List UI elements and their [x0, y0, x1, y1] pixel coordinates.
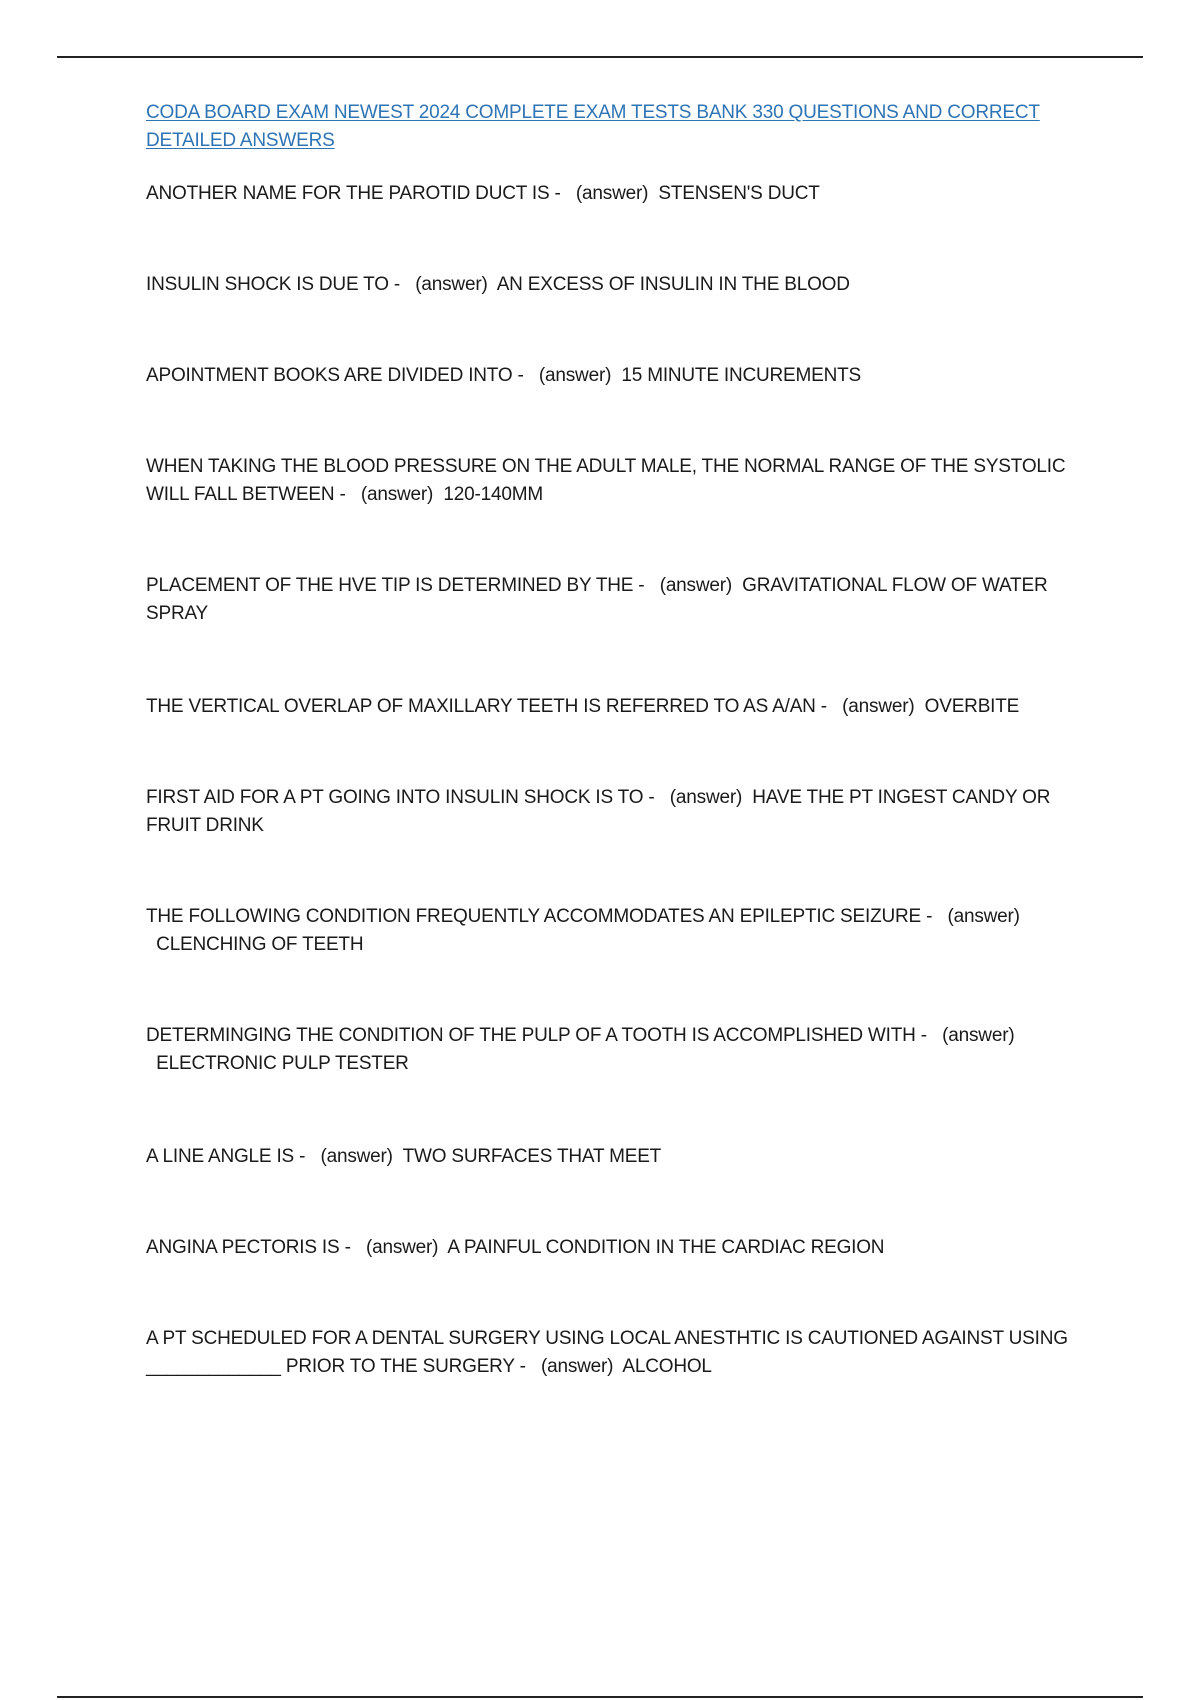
qa-item: [146, 1022, 1096, 1078]
qa-item: [146, 903, 1096, 959]
document-body: [146, 99, 1096, 1377]
answer-text: GRAVITATIONAL FLOW OF WATER SPRAY: [146, 575, 1048, 624]
answer-text: TWO SURFACES THAT MEET: [402, 1146, 662, 1167]
footer-rule: [57, 1696, 1143, 1698]
answer-text: STENSEN'S DUCT: [658, 183, 820, 204]
question-text: ANOTHER NAME FOR THE PAROTID DUCT IS -: [146, 183, 561, 204]
qa-item: [146, 453, 1096, 509]
question-text: INSULIN SHOCK IS DUE TO -: [146, 274, 401, 295]
question-text: THE VERTICAL OVERLAP OF MAXILLARY TEETH IS REFERRED TO AS A/AN -: [146, 696, 827, 717]
answer-text: AN EXCESS OF INSULIN IN THE BLOOD: [496, 274, 850, 295]
answer-marker: (answer): [365, 1237, 439, 1258]
document-title: CODA BOARD EXAM NEWEST 2024 COMPLETE EXAM TESTS BANK 330 QUESTIONS AND CORRECT DETAILED ANSWERS: [146, 102, 1040, 151]
header-rule: [57, 56, 1143, 58]
answer-text: 15 MINUTE INCUREMENTS: [621, 365, 862, 386]
question-text: ANGINA PECTORIS IS -: [146, 1237, 351, 1258]
answer-text: CLENCHING OF TEETH: [156, 934, 364, 955]
answer-text: OVERBITE: [924, 696, 1020, 717]
question-text: THE FOLLOWING CONDITION FREQUENTLY ACCOMMODATES AN EPILEPTIC SEIZURE -: [146, 906, 933, 927]
answer-marker: (answer): [360, 484, 434, 505]
answer-marker: (answer): [842, 696, 915, 717]
answer-marker: (answer): [540, 1356, 614, 1377]
answer-marker: (answer): [659, 575, 732, 596]
question-text: WHEN TAKING THE BLOOD PRESSURE ON THE ADULT MALE, THE NORMAL RANGE OF THE SYSTOLIC WILL FALL BETWEEN -: [146, 456, 1066, 505]
question-text: A LINE ANGLE IS -: [146, 1146, 306, 1167]
qa-item: [146, 1234, 1096, 1262]
answer-text: HAVE THE PT INGEST CANDY OR FRUIT DRINK: [146, 787, 1051, 836]
qa-item: [146, 1325, 1096, 1381]
qa-item: [146, 271, 1096, 299]
question-text: PLACEMENT OF THE HVE TIP IS DETERMINED BY THE -: [146, 575, 645, 596]
answer-marker: (answer): [575, 183, 649, 204]
qa-item: [146, 693, 1096, 721]
qa-item: [146, 362, 1096, 390]
question-text: FIRST AID FOR A PT GOING INTO INSULIN SHOCK IS TO -: [146, 787, 655, 808]
qa-item: [146, 784, 1096, 840]
answer-marker: (answer): [538, 365, 612, 386]
question-text: A PT SCHEDULED FOR A DENTAL SURGERY USING LOCAL ANESTHTIC IS CAUTIONED AGAINST USING _____________ PRIOR TO THE SURGERY -: [146, 1328, 1068, 1377]
question-text: DETERMINGING THE CONDITION OF THE PULP OF A TOOTH IS ACCOMPLISHED WITH -: [146, 1025, 927, 1046]
answer-text: 120-140MM: [443, 484, 543, 505]
answer-marker: (answer): [947, 906, 1020, 927]
question-text: APOINTMENT BOOKS ARE DIVIDED INTO -: [146, 365, 524, 386]
qa-item: [146, 180, 1096, 208]
answer-text: A PAINFUL CONDITION IN THE CARDIAC REGION: [447, 1237, 885, 1258]
answer-text: ALCOHOL: [622, 1356, 712, 1377]
answer-marker: (answer): [669, 787, 743, 808]
answer-marker: (answer): [320, 1146, 393, 1167]
qa-item: [146, 1143, 1096, 1171]
qa-item: [146, 572, 1096, 628]
answer-marker: (answer): [942, 1025, 1015, 1046]
answer-marker: (answer): [415, 274, 488, 295]
answer-text: ELECTRONIC PULP TESTER: [156, 1053, 409, 1074]
